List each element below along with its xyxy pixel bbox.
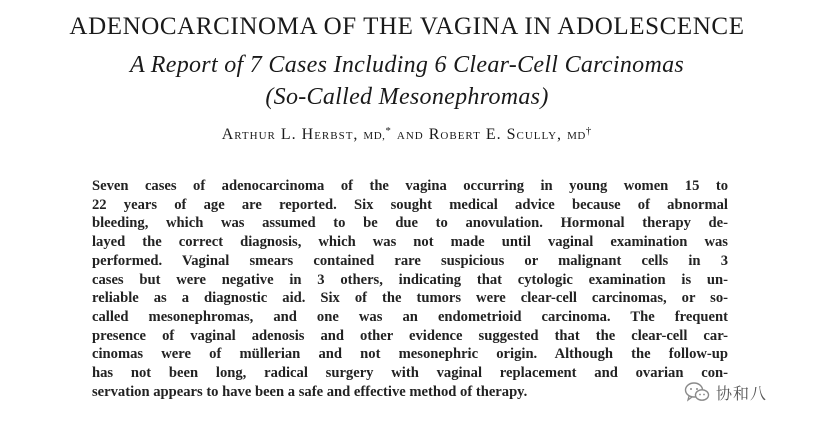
author2-degree: MD <box>567 130 586 142</box>
abstract-paragraph <box>92 177 728 401</box>
abstract-line: layed the correct diagnosis, which was not made until vaginal examination was <box>92 234 728 251</box>
author1-degree: MD, <box>363 130 386 142</box>
abstract-line: cinomas were of müllerian and not mesonephric origin. Although the follow-up <box>92 346 728 363</box>
abstract-line: performed. Vaginal smears contained rare suspicious or malignant cells in 3 <box>92 252 728 269</box>
abstract-line: presence of vaginal adenosis and other evidence suggested that the clear-cell car- <box>92 327 728 344</box>
abstract-line: has not been long, radical surgery with vaginal replacement and ovarian con- <box>92 365 728 382</box>
author1-footnote-mark: * <box>385 125 392 137</box>
article-subtitle-line1: A Report of 7 Cases Including 6 Clear-Cell Carcinomas <box>129 52 685 78</box>
abstract-line: Seven cases of adenocarcinoma of the vagina occurring in young women 15 to <box>92 178 728 194</box>
abstract-line: cases but were negative in 3 others, indicating that cytologic examination is un- <box>92 271 728 288</box>
abstract-line: reliable as a diagnostic aid. Six of the tumors were clear-cell carcinomas, or so- <box>92 290 728 307</box>
watermark <box>684 381 767 403</box>
article-subtitle-line2: (So-Called Mesonephromas) <box>265 84 549 110</box>
abstract-line: bleeding, which was assumed to be due to anovulation. Hormonal therapy de- <box>92 215 728 232</box>
author2-name: Robert E. Scully, <box>428 126 563 143</box>
abstract-line: servation appears to have been a safe and effective method of therapy. <box>92 383 528 400</box>
author-byline <box>0 125 814 144</box>
abstract-line: called mesonephromas, and one was an endometrioid carcinoma. The frequent <box>92 308 728 325</box>
abstract-line: 22 years of age are reported. Six sought medical advice because of abnormal <box>92 196 728 213</box>
article-title: ADENOCARCINOMA OF THE VAGINA IN ADOLESCENCE <box>69 13 745 40</box>
author1-name: Arthur L. Herbst, <box>221 126 359 143</box>
wechat-logo-icon <box>684 381 710 403</box>
author-conjunction: and <box>396 126 424 143</box>
author2-footnote-mark: † <box>585 125 593 137</box>
watermark-text: 协和八 <box>716 383 768 403</box>
